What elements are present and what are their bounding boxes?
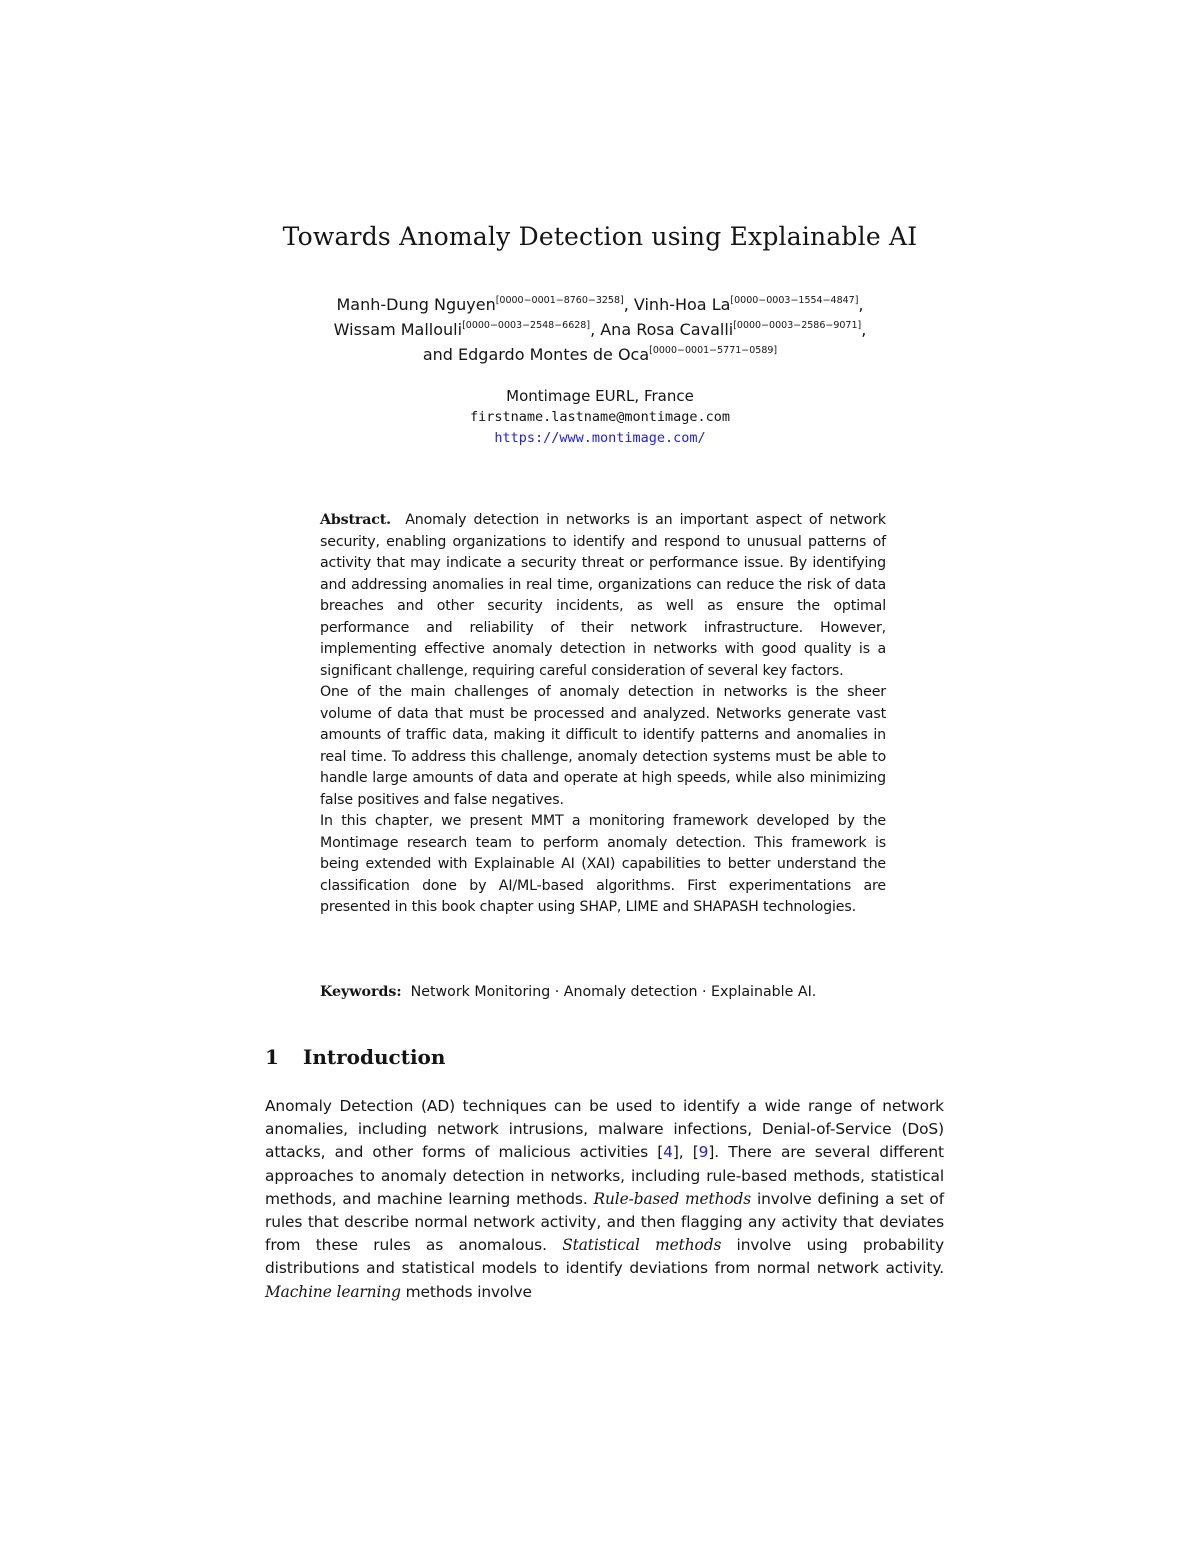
abstract-paragraph bbox=[320, 510, 886, 682]
citation-link[interactable]: 9 bbox=[698, 1143, 709, 1162]
section-heading bbox=[265, 1045, 945, 1069]
author-name: Vinh-Hoa La bbox=[633, 295, 731, 314]
author-name: Wissam Mallouli bbox=[333, 320, 463, 339]
keywords bbox=[320, 982, 886, 1003]
emphasis-text: Statistical methods bbox=[562, 1236, 722, 1255]
orcid-id: [0000−0003−2586−9071] bbox=[733, 320, 862, 331]
author-name: Ana Rosa Cavalli bbox=[600, 320, 734, 339]
emphasis-text: Machine learning bbox=[265, 1282, 401, 1301]
body-text: involve defining a set of rules that describe normal network activity, and then flagging any activity that deviates from these rules as anomalous. bbox=[265, 1189, 945, 1255]
author-separator: , bbox=[858, 295, 864, 314]
body-text: ]. There are several different approaches to anomaly detection in networks, including rule-based methods, statistical methods, and machine learning methods. bbox=[265, 1143, 944, 1208]
abstract bbox=[320, 510, 886, 919]
orcid-id: [0000−0003−2548−6628] bbox=[462, 320, 591, 331]
citation-link[interactable]: 4 bbox=[663, 1143, 673, 1162]
abstract-paragraph: One of the main challenges of anomaly detection in networks is the sheer volume of data that must be processed and analyzed. Networks generate vast amounts of traffic data, making it difficult to identify patterns and anomalies in real time. To address this challenge, anomaly detection systems must be able to handle large amounts of data and operate at high speeds, while also minimizing false positives and false negatives. bbox=[320, 684, 886, 808]
orcid-id: [0000−0003−1554−4847] bbox=[730, 295, 859, 306]
author-name: Manh-Dung Nguyen bbox=[336, 295, 496, 314]
author-name: and Edgardo Montes de Oca bbox=[422, 345, 650, 364]
abstract-text: Anomaly detection in networks is an important aspect of network security, enabling organizations to identify and respond to unusual patterns of activity that may indicate a security threat or performance issue. By identifying and addressing anomalies in real time, organizations can reduce the risk of data breaches and other security incidents, as well as ensure the optimal performance and reliability of their network infrastructure. However, implementing effective anomaly detection in networks with good quality is a significant challenge, requiring careful consideration of several key factors. bbox=[320, 512, 886, 679]
author-list bbox=[0, 292, 1200, 367]
author-separator: , bbox=[590, 320, 601, 339]
affiliation-block bbox=[0, 386, 1200, 449]
affiliation: Montimage EURL, France bbox=[506, 387, 694, 405]
section-title: Introduction bbox=[303, 1045, 446, 1069]
body-text: methods involve bbox=[400, 1282, 532, 1301]
orcid-id: [0000−0001−8760−3258] bbox=[495, 295, 624, 306]
email: firstname.lastname@montimage.com bbox=[469, 409, 731, 425]
body-text: Anomaly Detection (AD) techniques can be used to identify a wide range of network anomalies, including network intrusions, malware infections, Denial-of-Service (DoS) attacks, and other forms of malicious activities [ bbox=[265, 1097, 944, 1162]
homepage-link[interactable]: https://www.montimage.com/ bbox=[494, 430, 706, 446]
author-separator: , bbox=[623, 295, 634, 314]
orcid-id: [0000−0001−5771−0589] bbox=[649, 345, 778, 356]
abstract-paragraph: In this chapter, we present MMT a monitoring framework developed by the Montimage research team to perform anomaly detection. This framework is being extended with Explainable AI (XAI) capabilities to better understand the classification done by AI/ML-based algorithms. First experimentations are presented in this book chapter using SHAP, LIME and SHAPASH technologies. bbox=[320, 813, 886, 915]
body-text: involve using probability distributions and statistical models to identify deviations from normal network activity. bbox=[265, 1236, 944, 1278]
section-number: 1 bbox=[265, 1045, 279, 1069]
author-separator: , bbox=[861, 320, 867, 339]
body-paragraph bbox=[265, 1095, 944, 1304]
paper-title: Towards Anomaly Detection using Explainable AI bbox=[282, 222, 918, 251]
emphasis-text: Rule-based methods bbox=[593, 1189, 752, 1208]
body-text: ], [ bbox=[672, 1143, 699, 1162]
abstract-label: Abstract. bbox=[320, 512, 391, 528]
keywords-text: Network Monitoring · Anomaly detection · Explainable AI. bbox=[410, 984, 817, 1000]
keywords-label: Keywords: bbox=[320, 984, 402, 1000]
